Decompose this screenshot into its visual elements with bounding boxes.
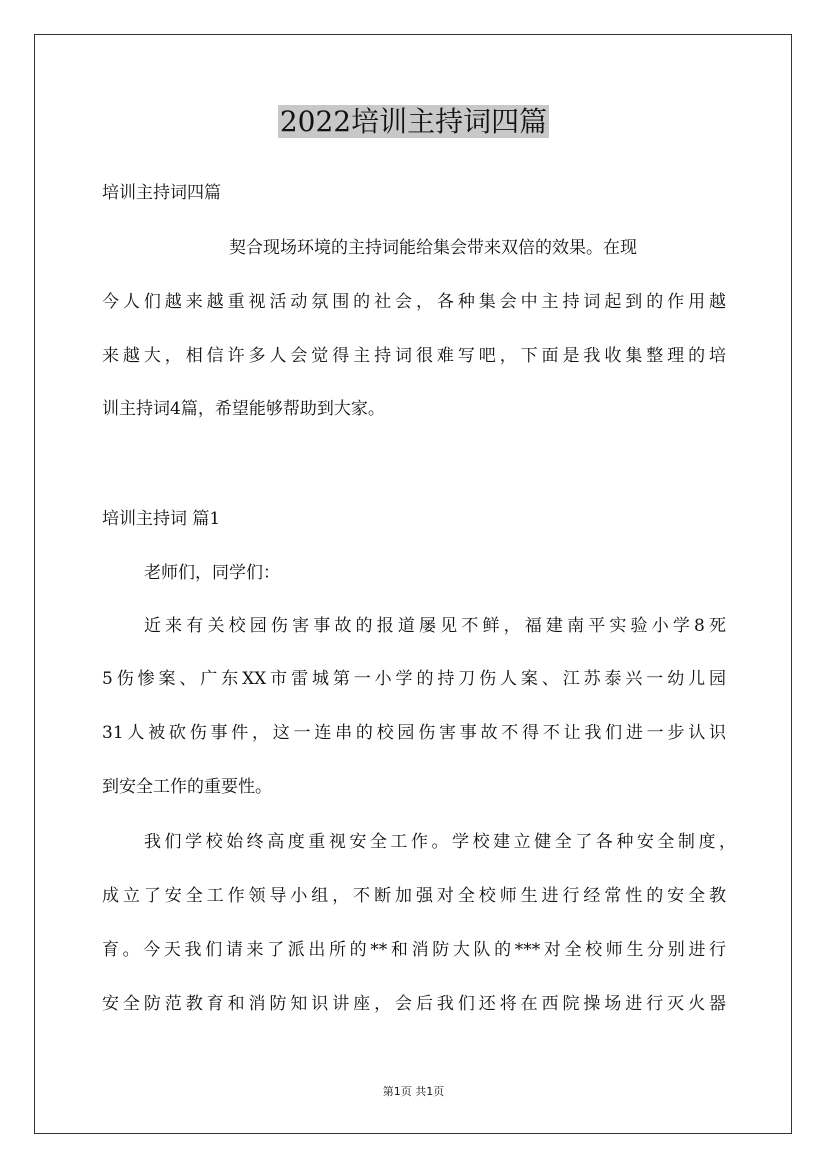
- paragraph2-line-2: 成立了安全工作领导小组，不断加强对全校师生进行经常性的安全教: [102, 886, 726, 906]
- intro-line-4: 训主持词4篇，希望能够帮助到大家。: [102, 399, 385, 419]
- paragraph1-line-1: 近来有关校园伤害事故的报道屡见不鲜，福建南平实验小学8死: [144, 616, 726, 636]
- paragraph2-line-4: 安全防范教育和消防知识讲座，会后我们还将在西院操场进行灭火器: [102, 994, 726, 1014]
- intro-line-2: 今人们越来越重视活动氛围的社会，各种集会中主持词起到的作用越: [102, 292, 726, 312]
- intro-line-1: 契合现场环境的主持词能给集会带来双倍的效果。在现: [229, 238, 637, 258]
- paragraph2-line-3: 育。今天我们请来了派出所的**和消防大队的***对全校师生分别进行: [102, 940, 726, 960]
- subtitle: 培训主持词四篇: [102, 183, 221, 203]
- section-heading: 培训主持词 篇1: [102, 509, 221, 529]
- page-number: 第1页 共1页: [382, 1085, 445, 1098]
- title-text: 2022培训主持词四篇: [279, 105, 548, 138]
- paragraph1-line-2: 5伤惨案、广东XX市雷城第一小学的持刀伤人案、江苏泰兴一幼儿园: [102, 669, 726, 689]
- intro-line-3: 来越大，相信许多人会觉得主持词很难写吧，下面是我收集整理的培: [102, 346, 726, 366]
- greeting: 老师们，同学们：: [144, 563, 280, 583]
- document-title: [0, 100, 827, 144]
- paragraph1-line-4: 到安全工作的重要性。: [102, 777, 272, 797]
- paragraph1-line-3: 31人被砍伤事件，这一连串的校园伤害事故不得不让我们进一步认识: [102, 723, 726, 743]
- paragraph2-line-1: 我们学校始终高度重视安全工作。学校建立健全了各种安全制度，: [144, 832, 736, 852]
